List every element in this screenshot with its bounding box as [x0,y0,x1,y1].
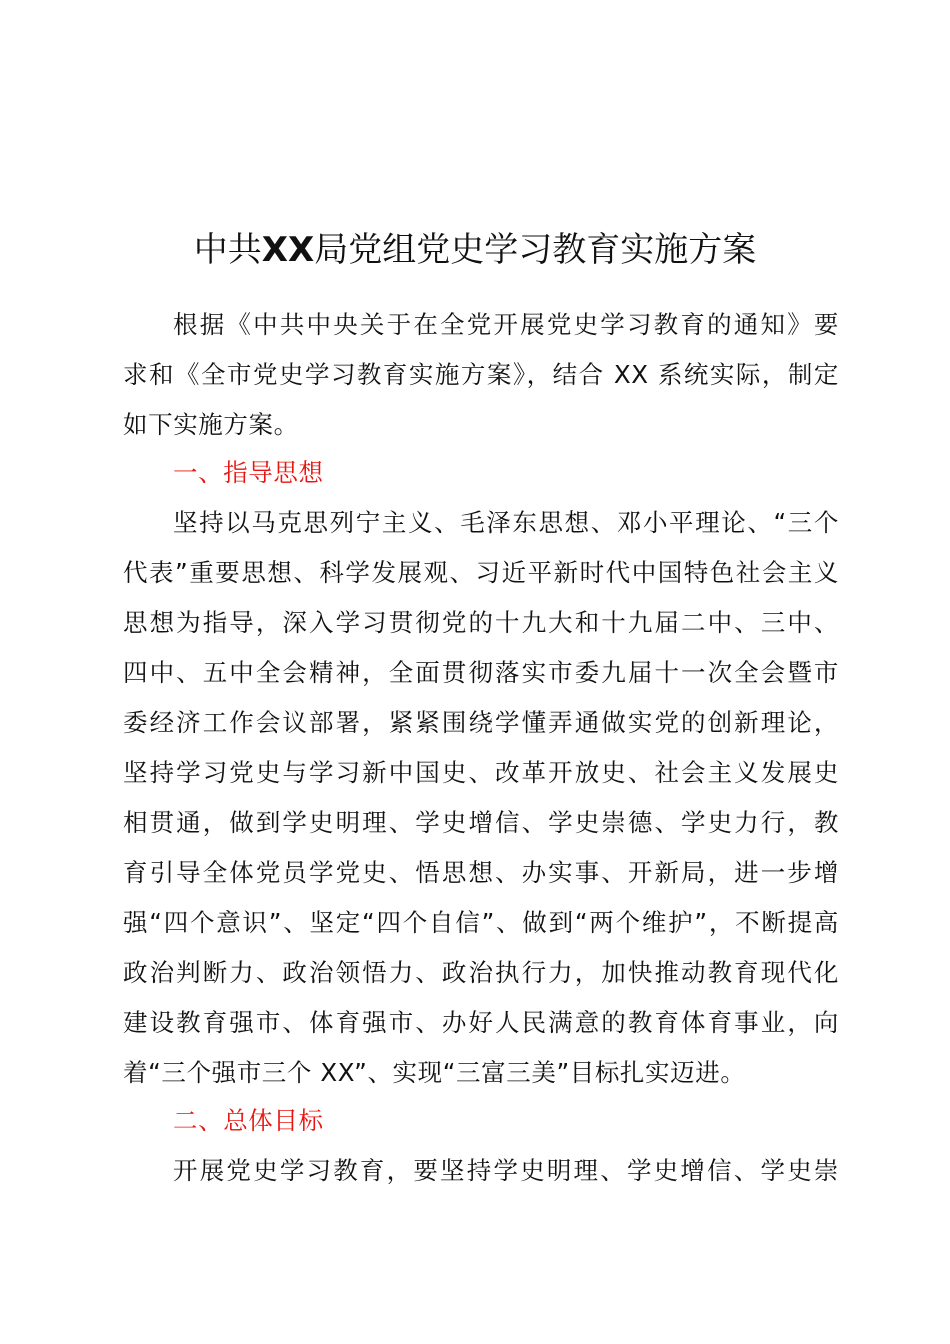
overall-goal-paragraph [123,1146,839,1196]
title-bold-xx: XX [261,230,315,270]
paragraph-line: 相贯通，做到学史明理、学史增信、学史崇德、学史力行，教 [123,808,839,837]
paragraph-line: 坚持学习党史与学习新中国史、改革开放史、社会主义发展史 [123,758,839,787]
section-heading-guiding-ideology [123,448,839,498]
paragraph-line: 着“三个强市三个 XX”、实现“三富三美”目标扎实迈进。 [123,1058,746,1087]
section-heading: 二、总体目标 [173,1106,324,1135]
paragraph-line: 强“四个意识”、坚定“四个自信”、做到“两个维护”，不断提高 [123,908,839,937]
paragraph-line: 委经济工作会议部署，紧紧围绕学懂弄通做实党的创新理论， [123,708,839,737]
document-title [0,226,950,274]
paragraph-line: 坚持以马克思列宁主义、毛泽东思想、邓小平理论、“三个 [173,508,839,537]
paragraph-line: 建设教育强市、体育强市、办好人民满意的教育体育事业，向 [123,1008,839,1037]
title-prefix: 中共 [193,230,262,270]
title-suffix: 局党组党史学习教育实施方案 [314,230,757,270]
paragraph-line: 思想为指导，深入学习贯彻党的十九大和十九届二中、三中、 [123,608,839,637]
section-heading-overall-goal [123,1096,839,1146]
paragraph-line: 育引导全体党员学党史、悟思想、办实事、开新局，进一步增 [123,858,839,887]
guiding-ideology-paragraph [123,498,839,1098]
paragraph-line: 求和《全市党史学习教育实施方案》，结合 XX 系统实际，制定 [123,360,839,389]
paragraph-line: 根据《中共中央关于在全党开展党史学习教育的通知》要 [173,310,839,339]
paragraph-line: 如下实施方案。 [123,410,299,439]
intro-paragraph [123,300,839,450]
paragraph-line: 开展党史学习教育，要坚持学史明理、学史增信、学史崇 [173,1156,839,1185]
paragraph-line: 代表”重要思想、科学发展观、习近平新时代中国特色社会主义 [123,558,839,587]
paragraph-line: 四中、五中全会精神，全面贯彻落实市委九届十一次全会暨市 [123,658,839,687]
section-heading: 一、指导思想 [173,458,324,487]
paragraph-line: 政治判断力、政治领悟力、政治执行力，加快推动教育现代化 [123,958,839,987]
